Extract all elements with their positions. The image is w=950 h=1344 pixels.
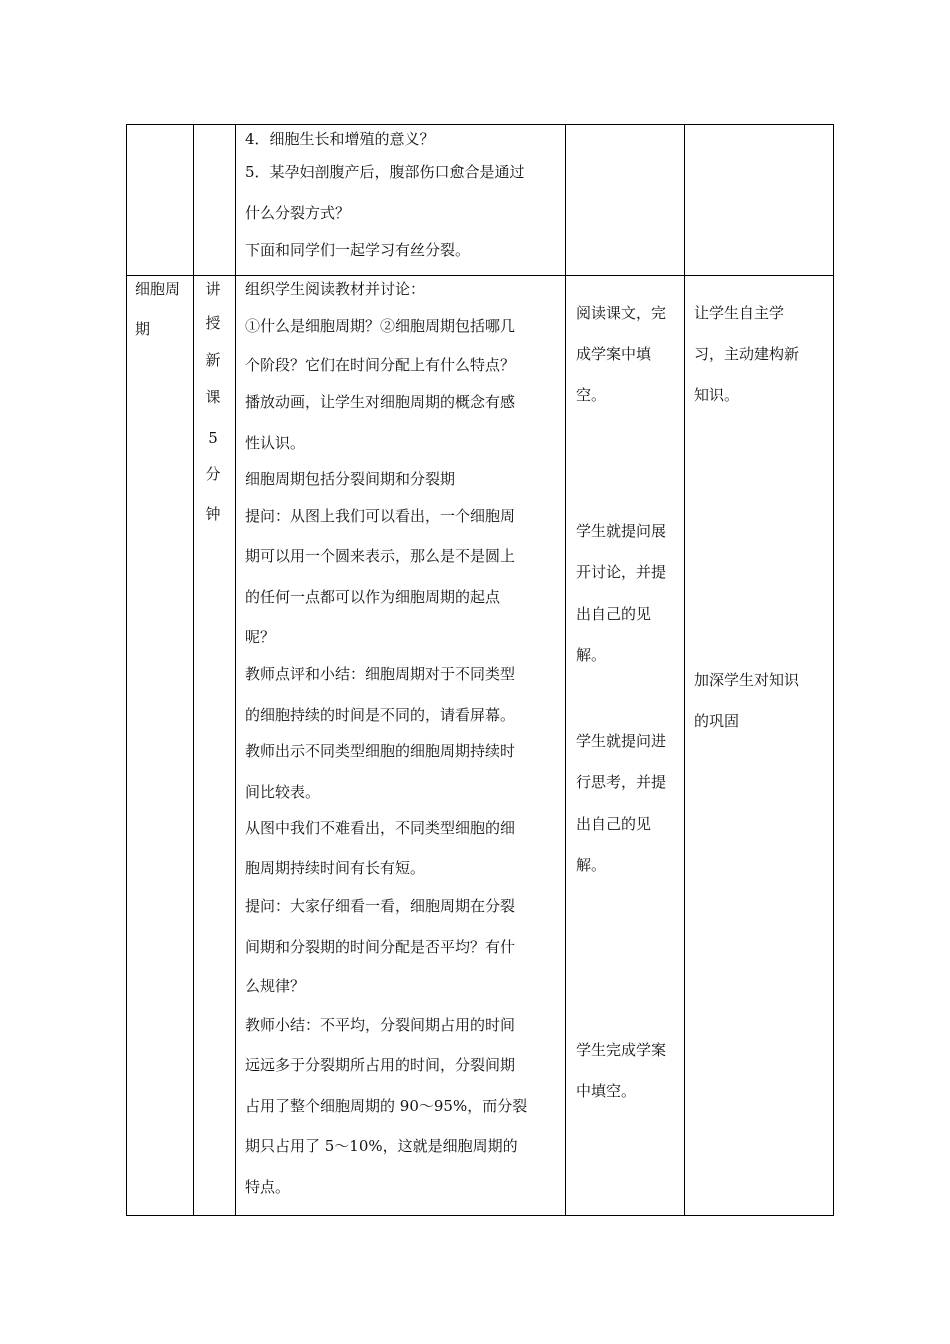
- method-char: 新: [205, 351, 221, 369]
- student-line: 出自己的见: [576, 605, 652, 623]
- student-line: 中填空。: [576, 1082, 637, 1100]
- intent-line: 让学生自主学: [694, 304, 785, 322]
- content-line: 的任何一点都可以作为细胞周期的起点: [245, 588, 501, 606]
- content-line: 什么分裂方式？: [245, 204, 351, 222]
- student-line: 解。: [576, 646, 607, 664]
- lesson-plan-table: [126, 124, 834, 1216]
- student-line: 开讨论，并提: [576, 563, 667, 581]
- content-line: 5．某孕妇剖腹产后，腹部伤口愈合是通过: [245, 163, 525, 181]
- content-line: 播放动画，让学生对细胞周期的概念有感: [245, 393, 516, 411]
- content-line: 的细胞持续的时间是不同的，请看屏幕。: [245, 706, 516, 724]
- table-border-left: [126, 124, 127, 1216]
- table-border-top: [126, 124, 834, 125]
- topic-line: 细胞周: [135, 280, 181, 298]
- content-line: 从图中我们不难看出，不同类型细胞的细: [245, 819, 516, 837]
- method-char: 5: [208, 429, 218, 447]
- content-line: 胞周期持续时间有长有短。: [245, 859, 426, 877]
- content-line: 远远多于分裂期所占用的时间，分裂间期: [245, 1056, 516, 1074]
- content-line: 4．细胞生长和增殖的意义？: [245, 130, 435, 148]
- column-divider: [193, 124, 194, 1216]
- content-line: 间期和分裂期的时间分配是否平均？有什: [245, 938, 516, 956]
- column-divider: [565, 124, 566, 1216]
- content-line: 教师点评和小结：细胞周期对于不同类型: [245, 665, 516, 683]
- content-line: 下面和同学们一起学习有丝分裂。: [245, 241, 471, 259]
- student-line: 阅读课文，完: [576, 304, 667, 322]
- content-line: 教师小结：不平均，分裂间期占用的时间: [245, 1016, 516, 1034]
- content-line: ①什么是细胞周期？②细胞周期包括哪几: [245, 317, 516, 335]
- content-line: 间比较表。: [245, 783, 321, 801]
- method-char: 课: [205, 388, 221, 406]
- column-divider: [235, 124, 236, 1216]
- content-line: 期可以用一个圆来表示，那么是不是圆上: [245, 547, 516, 565]
- student-line: 解。: [576, 856, 607, 874]
- student-line: 学生就提问展: [576, 522, 667, 540]
- method-char: 钟: [205, 505, 221, 523]
- student-line: 学生就提问进: [576, 732, 667, 750]
- method-char: 授: [205, 314, 221, 332]
- content-line: 特点。: [245, 1178, 291, 1196]
- student-line: 空。: [576, 386, 607, 404]
- method-char: 讲: [205, 280, 221, 298]
- intent-line: 习，主动建构新: [694, 345, 800, 363]
- content-line: 提问：大家仔细看一看，细胞周期在分裂: [245, 897, 516, 915]
- student-line: 行思考，并提: [576, 773, 667, 791]
- content-line: 个阶段？它们在时间分配上有什么特点？: [245, 356, 516, 374]
- student-line: 成学案中填: [576, 345, 652, 363]
- student-line: 出自己的见: [576, 815, 652, 833]
- content-line: 么规律？: [245, 977, 306, 995]
- topic-line: 期: [135, 320, 151, 338]
- content-line: 提问：从图上我们可以看出，一个细胞周: [245, 507, 516, 525]
- intent-line: 的巩固: [694, 712, 740, 730]
- student-line: 学生完成学案: [576, 1041, 667, 1059]
- table-border-right: [833, 124, 834, 1216]
- content-line: 组织学生阅读教材并讨论：: [245, 280, 426, 298]
- row-divider: [126, 275, 834, 276]
- intent-line: 加深学生对知识: [694, 671, 800, 689]
- content-line: 性认识。: [245, 434, 306, 452]
- method-char: 分: [205, 465, 221, 483]
- table-border-bottom: [126, 1215, 834, 1216]
- column-divider: [684, 124, 685, 1216]
- content-line: 期只占用了 5～10%，这就是细胞周期的: [245, 1137, 518, 1155]
- content-line: 细胞周期包括分裂间期和分裂期: [245, 470, 456, 488]
- content-line: 教师出示不同类型细胞的细胞周期持续时: [245, 742, 516, 760]
- content-line: 占用了整个细胞周期的 90～95%，而分裂: [245, 1097, 528, 1115]
- intent-line: 知识。: [694, 386, 740, 404]
- content-line: 呢？: [245, 628, 276, 646]
